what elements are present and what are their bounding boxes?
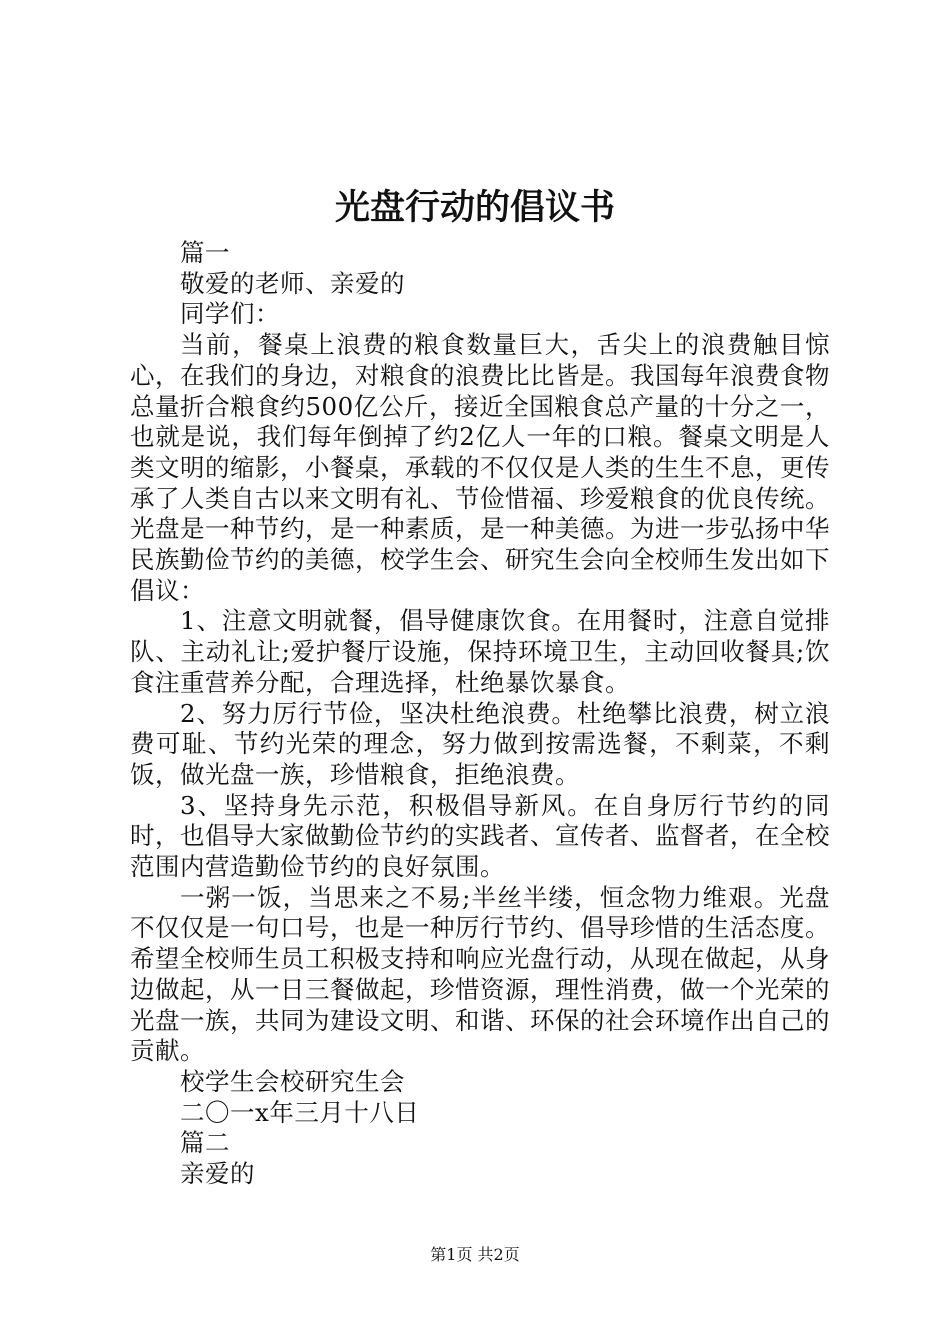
section-2-salutation: 亲爱的 [180,1159,255,1189]
section-heading-1: 篇一 [180,238,230,267]
document-title: 光盘行动的倡议书 [334,187,615,228]
paragraph-closing: 一粥一饭，当思来之不易;半丝半缕，恒念物力维艰。光盘不仅仅是一句口号，也是一种厉行节约、倡导珍惜的生活态度。希望全校师生员工积极支持和响应光盘行动，从现在做起，从身边做起，从一日三餐做起，珍惜资源，理性消费，做一个光荣的光盘一族，共同为建设文明、和谐、环保的社会环境作出自己的贡献。 [130,882,830,1066]
section-heading-2: 篇二 [180,1128,230,1158]
paragraph-item-2: 2、努力厉行节俭，坚决杜绝浪费。杜绝攀比浪费，树立浪费可耻、节约光荣的理念，努力做到按需选餐，不剩菜，不剩饭，做光盘一族，珍惜粮食，拒绝浪费。 [130,698,830,789]
paragraph-item-1: 1、注意文明就餐，倡导健康饮食。在用餐时，注意自觉排队、主动礼让;爱护餐厅设施，保持环境卫生，主动回收餐具;饮食注重营养分配，合理选择，杜绝暴饮暴食。 [130,606,830,697]
salutation-line-2: 同学们： [180,299,280,329]
paragraph-intro: 当前，餐桌上浪费的粮食数量巨大，舌尖上的浪费触目惊心，在我们的身边，对粮食的浪费比比皆是。我国每年浪费食物总量折合粮食约500亿公斤，接近全国粮食总产量的十分之一，也就是说，我们每年倒掉了约2亿人一年的口粮。餐桌文明是人类文明的缩影，小餐桌，承载的不仅仅是人类的生生不息，更传承了人类自古以来文明有礼、节俭惜福、珍爱粮食的优良传统。光盘是一种节约，是一种素质，是一种美德。为进一步弘扬中华民族勤俭节约的美德，校学生会、研究生会向全校师生发出如下倡议： [130,330,830,605]
date: 二〇一x年三月十八日 [180,1097,420,1127]
page-footer: 第1页 共2页 [430,1245,520,1264]
signature: 校学生会校研究生会 [180,1066,405,1096]
salutation-line-1: 敬爱的老师、亲爱的 [180,268,405,298]
document-body [130,238,830,1190]
paragraph-item-3: 3、坚持身先示范，积极倡导新风。在自身厉行节约的同时，也倡导大家做勤俭节约的实践者、宣传者、监督者，在全校范围内营造勤俭节约的良好氛围。 [130,790,830,882]
